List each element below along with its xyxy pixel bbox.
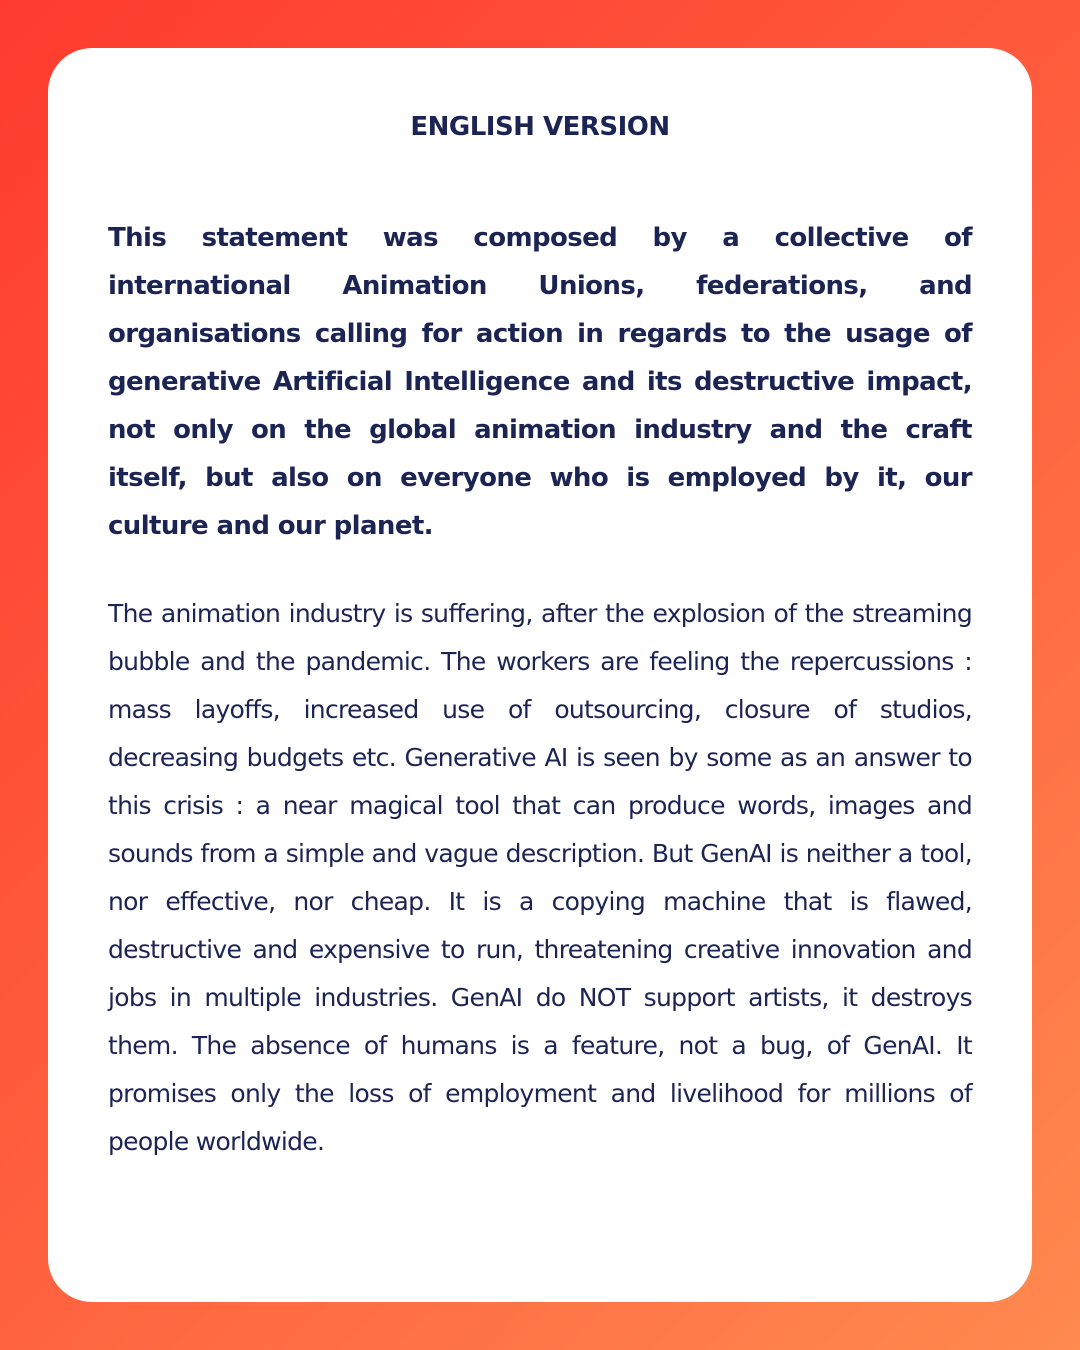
statement-card bbox=[48, 48, 1032, 1302]
page-title: ENGLISH VERSION bbox=[410, 112, 670, 142]
lead-paragraph: This statement was composed by a collective of international Animation Unions, federations, and organisations calling for action in regards to the usage of generative Artificial Intelligence and its destructive impact, not only on the global animation industry and the craft itself, but also on everyone who is employed by it, our culture and our planet. bbox=[108, 223, 972, 541]
body-paragraph: The animation industry is suffering, after the explosion of the streaming bubble and the pandemic. The workers are feeling the repercussions : mass layoffs, increased use of outsourcing, closure of studios, decreasing budgets etc. Generative AI is seen by some as an answer to this crisis : a near magical tool that can produce words, images and sounds from a simple and vague description. But GenAI is neither a tool, nor effective, nor cheap. It is a copying machine that is flawed, destructive and expensive to run, threatening creative innovation and jobs in multiple industries. GenAI do NOT support artists, it destroys them. The absence of humans is a feature, not a bug, of GenAI. It promises only the loss of employment and livelihood for millions of people worldwide. bbox=[108, 599, 972, 1156]
